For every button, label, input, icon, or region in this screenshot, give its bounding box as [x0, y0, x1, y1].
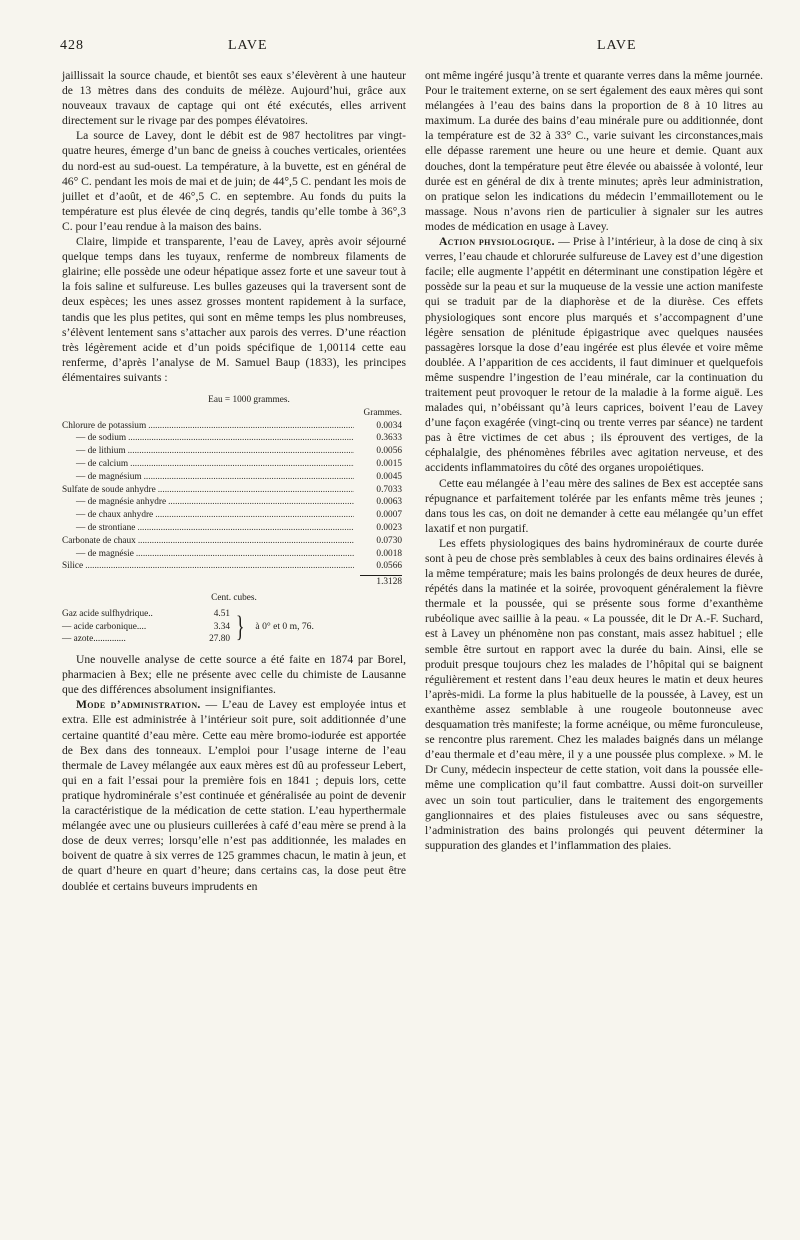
component-name: — de calcium [76, 458, 129, 469]
paragraph [425, 234, 763, 476]
leader-dots [144, 471, 354, 484]
gas-value: 4.51 [213, 608, 230, 619]
paragraph-text: — L’eau de Lavey est employée intus et extra. Elle est administrée à l’intérieur soit pure, soit additionnée d’une certaine quantité d’eau mère. Cette eau mère bromo-iodurée est apportée de Bex dans des tonneaux. L’emploi pour l’usage interne de l’eau thermale de Lavey mélangée aux eaux mères est dû au professeur Lebert, qui en a fait l’essai pour la première fois en 1841 ; depuis lors, cette pratique hydrominérale s’est continuée et généralisée au point de devenir la caractéristique de la médication de cette station. L’eau hyperthermale mélangée avec une ou plusieurs cuillerées à café d’eau mère se prend à la dose de deux verres; lorsqu’elle n’est pas additionnée, les malades en boivent de quatre à six verres de 125 grammes chacun, le matin à jeun, et de quart d’heure en quart d’heure; dans certains cas, la dose peut être doublée et certains buveurs imprudents en [62, 698, 406, 893]
component-value: 0.7033 [376, 484, 402, 495]
paragraph: Les effets physiologiques des bains hydrominéraux de courte durée sont à peu de chose près semblables à ceux des bains ordinaires élevés à la même température; mais les bains prolongés de deux heures de durée, répétés dans la matinée et la soirée, provoquent généralement la fièvre thermale et la poussée, qui se présente sous forme d’exanthème rubéolique avec saillie à la peau. « La poussée, dit le Dr A.-F. Suchard, est à Lavey un phénomène non pas constant, mais assez habituel ; elle semble être surtout en rapport avec la durée du bain. Ainsi, elle se produit presque toujours chez les malades de l’hôpital qui se baignent régulièrement et restent dans l’eau deux heures le matin et deux heures l’après-midi. La forme la plus habituelle de la poussée, à Lavey, est un exanthème assez semblable à une rougeole boutonneuse avec desquamation très manifeste; la forme acnéique, ou même furonculeuse, se rencontre plus rarement. Chez les malades baignés dans un mélange d’eau thermale et d’eau mère, il y a une poussée plus complexe. » M. le Dr Cuny, médecin inspecteur de cette station, voit dans la poussée elle-même une complication qu’il faut combattre. Aussi doit-on surveiller avec un soin tout particulier, dans le traitement des engorgements ganglionnaires et des plaies fistuleuses avec ou sans séquestre, l’administration des bains prolongés qui peuvent déterminer la suppuration des glandes et l’inflammation des plaies. [425, 536, 763, 852]
running-head-right: LAVE [597, 38, 637, 53]
leader-dots [85, 560, 354, 573]
analysis-row [62, 471, 406, 484]
analysis-row [62, 420, 406, 433]
chemical-analysis-table [62, 394, 406, 646]
component-value: 0.0007 [376, 510, 402, 521]
leader-dots [128, 432, 354, 445]
analysis-row [62, 522, 406, 535]
leader-dots [138, 535, 354, 548]
leader-dots [130, 458, 354, 471]
component-value: 0.0056 [376, 446, 402, 457]
left-column [62, 68, 406, 894]
component-value: 0.0018 [376, 548, 402, 559]
component-name: — de chaux anhydre [76, 510, 154, 521]
leader-dots [128, 445, 354, 458]
analysis-row [62, 432, 406, 445]
paragraph: Cette eau mélangée à l’eau mère des salines de Bex est acceptée sans répugnance et parfaitement tolérée par les enfants même très jeunes ; dans tous les cas, on doit ne demander à cette eau mélangée qu’un effet laxatif et non purgatif. [425, 476, 763, 535]
component-name: Silice [62, 561, 84, 572]
leader-dots [168, 496, 354, 509]
component-value: 0.0034 [376, 420, 402, 431]
leader-dots [137, 522, 354, 535]
gas-note: à 0° et 0 m, 76. [255, 620, 314, 632]
component-name: Carbonate de chaux [62, 535, 136, 546]
component-name: — de magnésie [76, 548, 134, 559]
component-value: 0.0730 [376, 535, 402, 546]
page-number: 428 [60, 38, 84, 53]
analysis-row [62, 548, 406, 561]
gas-table [62, 608, 406, 646]
paragraph: Claire, limpide et transparente, l’eau de Lavey, après avoir séjourné quelque temps dans les tuyaux, renferme de nombreux filaments de glairine; elle possède une odeur hépatique assez forte et une saveur tout à la fois saline et sulfureuse. Les bulles gazeuses qui la traversent sont de deux espèces; les unes assez grosses montent rapidement à la surface, tandis que les plus petites, qui sont en même temps les plus nombreuses, s’élèvent lentement sans s’attacher aux parois des verres. D’une réaction très légèrement acide et d’un poids spécifique de 1,00114 cette eau renferme, d’après l’analyse de M. Samuel Baup (1833), les principes élémentaires suivants : [62, 235, 406, 384]
analysis-caption: Eau = 1000 grammes. [208, 394, 290, 405]
analysis-total: 1.3128 [376, 577, 402, 588]
gas-name: — azote.............. [62, 634, 126, 645]
component-value: 0.0045 [376, 471, 402, 482]
section-heading: Mode d’administration. [76, 698, 201, 712]
component-value: 0.0566 [376, 561, 402, 572]
leader-dots [155, 509, 354, 522]
component-name: Chlorure de potassium [62, 420, 147, 431]
paragraph-text: — Prise à l’intérieur, à la dose de cinq à six verres, l’eau chaude et chlorurée sulfureuse de Lavey est d’une digestion facile; elle augmente l’appétit en déterminant une constipation légère et possède sur la peau et sur la muqueuse de la vessie une action manifeste qui se traduit par de la diaphorèse et de la diurèse. Ces effets physiologiques sont encore plus marqués et s’accompagnent d’une légère sensation de plénitude épigastrique avec quelques nausées passagères lorsque la dose d’eau ingérée est plus élevée et voire même doublée. A l’apparition de ces accidents, il faut diminuer et quelquefois même suspendre l’ingestion de l’eau minérale, car la continuation du traitement peut provoquer le retour de la maladie à la forme aiguë. Les malades qui, n’obéissant qu’à leurs caprices, boivent l’eau de Lavey d’une façon exagérée (vingt-cinq ou trente verres par séance) ne tardent pas à être victimes de cet abus ; ils éprouvent des vertiges, de la céphalalgie, des phénomènes fébriles avec agitation nerveuse, et des accidents inflammatoires du côté des organes uropoiétiques. [425, 235, 763, 475]
analysis-row [62, 509, 406, 522]
gas-value: 27.80 [209, 634, 230, 645]
gas-name: — acide carbonique.... [62, 621, 147, 632]
paragraph [62, 697, 406, 893]
right-column [425, 68, 763, 853]
component-name: — de sodium [76, 433, 127, 444]
analysis-unit: Grammes. [363, 407, 402, 418]
section-heading: Action physiologique. [439, 235, 555, 249]
paragraph: La source de Lavey, dont le débit est de 987 hectolitres par vingt-quatre heures, émerge d’un banc de gneiss à couches verticales, orientées du nord-est au sud-ouest. La température, à la buvette, est en général de 46° C. pendant les mois de mai et de juin; de 44°,5 C. pendant les mois de juillet et d’août, et de 46°,5 C. en septembre. Au fonds du puits la température est plus élevée de cinq degrés, tandis qu’elle tombe à 36°,3 C. pour l’eau rendue à la maison des bains. [62, 129, 406, 233]
component-value: 0.3633 [376, 433, 402, 444]
leader-dots [136, 548, 354, 561]
component-name: — de magnésie anhydre [76, 497, 167, 508]
paragraph: jaillissait la source chaude, et bientôt ses eaux s’élevèrent à une hauteur de 13 mètres dans des conduits de mélèze. Aujourd’hui, grâce aux nouveaux travaux de captage qui ont été exécutés, elles arrivent directement sur le rivage par des pompes élévatoires. [62, 69, 406, 128]
component-name: — de lithium [76, 446, 126, 457]
paragraph: Une nouvelle analyse de cette source a été faite en 1874 par Borel, pharmacien à Bex; elle ne présente avec celle du chimiste de Lausanne que des différences absolument insignifiantes. [62, 653, 406, 697]
leader-dots [148, 420, 354, 433]
running-head-left: LAVE [228, 38, 268, 53]
analysis-row [62, 445, 406, 458]
component-value: 0.0023 [376, 522, 402, 533]
analysis-row [62, 496, 406, 509]
leader-dots [158, 484, 354, 497]
paragraph: ont même ingéré jusqu’à trente et quarante verres dans la même journée. Pour le traitement externe, on se sert également des eaux mères qui sont mélangées à l’eau des bains dans la proportion de 8 à 10 litres au maximum. La durée des bains d’eau minérale pure ou additionnée, dont la température est de 32 à 33° C., varie suivant les circonstances,mais elle dépasse rarement une heure ou une heure et demie. Quant aux douches, dont la température peut être élevée ou abaissée à volonté, leur durée est en général de dix à trente minutes; après leur administration, on pratique selon les indications du médecin l’emmaillotement ou le massage. Nous n’avons rien de particulier à signaler sur les autres modes de médication en usage à Lavey. [425, 69, 763, 233]
gas-caption: Cent. cubes. [211, 592, 257, 603]
gas-name: Gaz acide sulfhydrique.. [62, 608, 153, 619]
component-name: Sulfate de soude anhydre [62, 484, 156, 495]
component-name: — de strontiane [76, 522, 136, 533]
analysis-rows [62, 420, 406, 574]
component-value: 0.0063 [376, 497, 402, 508]
component-value: 0.0015 [376, 458, 402, 469]
component-name: — de magnésium [76, 471, 142, 482]
analysis-row [62, 535, 406, 548]
analysis-row [62, 484, 406, 497]
brace: } [235, 609, 245, 643]
analysis-row [62, 458, 406, 471]
gas-value: 3.34 [213, 621, 230, 632]
analysis-row [62, 560, 406, 573]
